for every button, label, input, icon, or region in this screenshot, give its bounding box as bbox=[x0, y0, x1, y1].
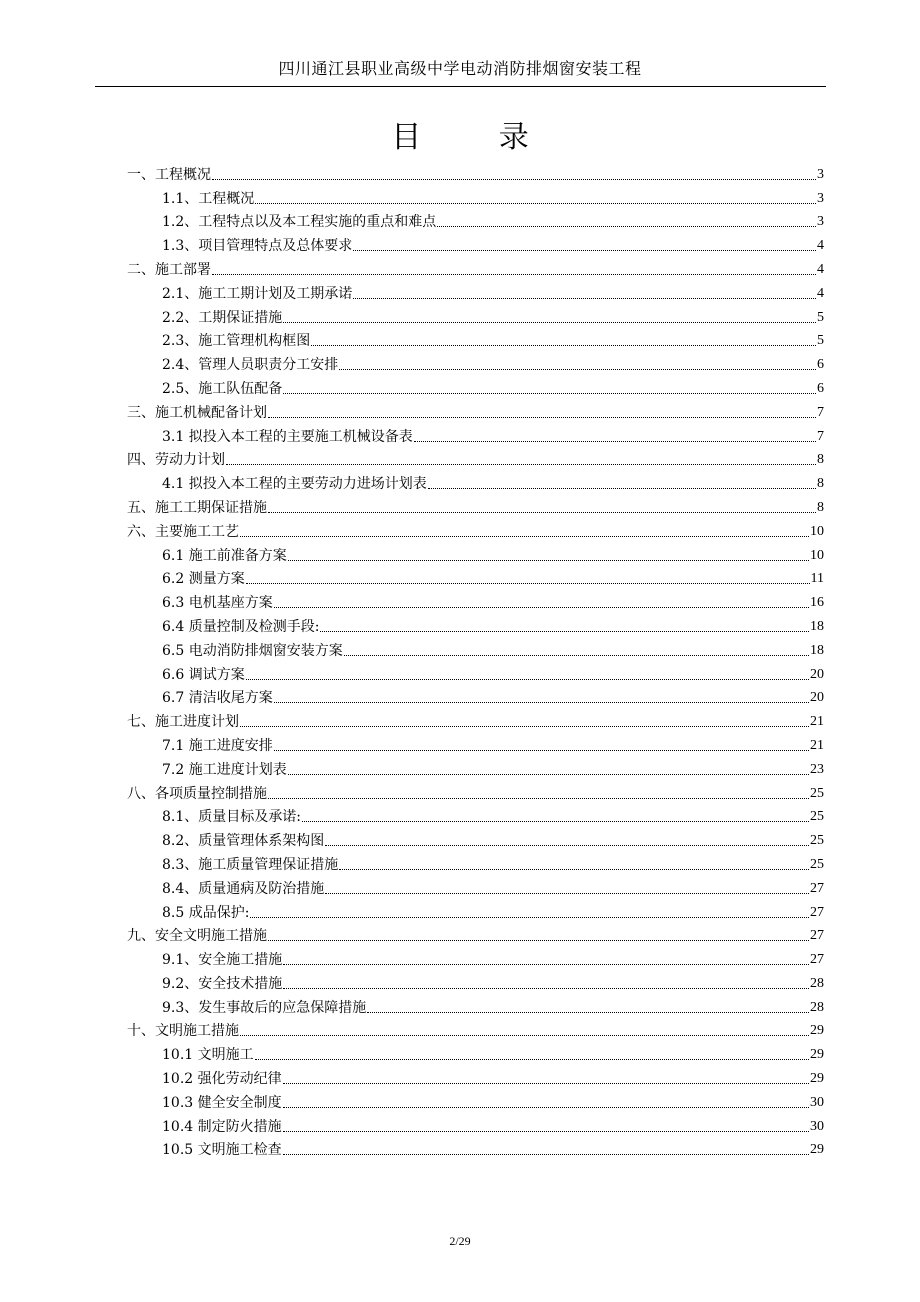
toc-entry-page: 25 bbox=[810, 809, 824, 825]
toc-subsection-entry[interactable] bbox=[127, 303, 824, 327]
toc-entry-page: 25 bbox=[810, 856, 824, 872]
toc-entry-page: 8 bbox=[817, 452, 824, 468]
toc-entry-label: 8.3、施工质量管理保证措施 bbox=[162, 856, 339, 873]
toc-subsection-entry[interactable] bbox=[127, 1040, 824, 1064]
toc-subsection-entry[interactable] bbox=[127, 374, 824, 398]
toc-entry-label: 10.3 健全安全制度 bbox=[162, 1094, 282, 1111]
toc-dot-leader bbox=[353, 250, 816, 251]
toc-subsection-entry[interactable] bbox=[127, 565, 824, 589]
toc-subsection-entry[interactable] bbox=[127, 1136, 824, 1160]
toc-entry-page: 27 bbox=[810, 880, 824, 896]
toc-entry-label: 2.3、施工管理机构框图 bbox=[162, 333, 311, 350]
toc-entry-label: 9.2、安全技术措施 bbox=[162, 975, 283, 992]
toc-entry-label: 五、施工工期保证措施 bbox=[127, 499, 267, 516]
toc-section-entry[interactable] bbox=[127, 493, 824, 517]
toc-dot-leader bbox=[302, 821, 809, 822]
toc-dot-leader bbox=[212, 179, 816, 180]
toc-dot-leader bbox=[414, 441, 816, 442]
toc-title: 目 录 bbox=[391, 120, 563, 155]
toc-dot-leader bbox=[212, 274, 816, 275]
toc-dot-leader bbox=[344, 655, 809, 656]
toc-entry-label: 九、安全文明施工措施 bbox=[127, 928, 267, 945]
toc-entry-page: 28 bbox=[810, 999, 824, 1015]
toc-dot-leader bbox=[240, 1035, 809, 1036]
toc-entry-label: 7.1 施工进度安排 bbox=[162, 737, 273, 754]
toc-entry-page: 20 bbox=[810, 690, 824, 706]
toc-entry-page: 29 bbox=[810, 1142, 824, 1158]
toc-subsection-entry[interactable] bbox=[127, 279, 824, 303]
toc-dot-leader bbox=[226, 464, 816, 465]
toc-dot-leader bbox=[437, 226, 816, 227]
toc-dot-leader bbox=[274, 750, 809, 751]
toc-section-entry[interactable] bbox=[127, 1017, 824, 1041]
toc-entry-label: 1.2、工程特点以及本工程实施的重点和难点 bbox=[162, 214, 437, 231]
toc-dot-leader bbox=[311, 345, 816, 346]
toc-entry-label: 八、各项质量控制措施 bbox=[127, 785, 267, 802]
toc-dot-leader bbox=[283, 1083, 809, 1084]
toc-subsection-entry[interactable] bbox=[127, 350, 824, 374]
toc-dot-leader bbox=[283, 1107, 809, 1108]
toc-dot-leader bbox=[283, 964, 809, 965]
toc-entry-label: 8.2、质量管理体系架构图 bbox=[162, 833, 325, 850]
toc-subsection-entry[interactable] bbox=[127, 588, 824, 612]
toc-dot-leader bbox=[288, 774, 809, 775]
toc-entry-page: 29 bbox=[810, 1023, 824, 1039]
toc-entry-page: 25 bbox=[810, 833, 824, 849]
toc-entry-label: 6.2 测量方案 bbox=[162, 571, 245, 588]
toc-entry-label: 7.2 施工进度计划表 bbox=[162, 761, 287, 778]
toc-entry-page: 10 bbox=[810, 547, 824, 563]
toc-subsection-entry[interactable] bbox=[127, 945, 824, 969]
toc-entry-page: 6 bbox=[817, 380, 824, 396]
toc-subsection-entry[interactable] bbox=[127, 731, 824, 755]
toc-entry-label: 10.2 强化劳动纪律 bbox=[162, 1071, 282, 1088]
toc-dot-leader bbox=[339, 369, 816, 370]
toc-section-entry[interactable] bbox=[127, 707, 824, 731]
toc-entry-page: 10 bbox=[810, 523, 824, 539]
toc-entry-page: 21 bbox=[810, 737, 824, 753]
toc-entry-label: 四、劳动力计划 bbox=[127, 452, 225, 469]
toc-subsection-entry[interactable] bbox=[127, 755, 824, 779]
toc-subsection-entry[interactable] bbox=[127, 469, 824, 493]
toc-entry-page: 3 bbox=[817, 214, 824, 230]
toc-dot-leader bbox=[353, 298, 816, 299]
toc-dot-leader bbox=[367, 1012, 809, 1013]
header-divider bbox=[95, 86, 826, 87]
toc-entry-label: 二、施工部署 bbox=[127, 261, 211, 278]
toc-subsection-entry[interactable] bbox=[127, 803, 824, 827]
toc-entry-label: 9.1、安全施工措施 bbox=[162, 952, 283, 969]
toc-entry-label: 8.4、质量通病及防治措施 bbox=[162, 880, 325, 897]
toc-section-entry[interactable] bbox=[127, 446, 824, 470]
toc-dot-leader bbox=[283, 393, 816, 394]
toc-entry-label: 1.1、工程概况 bbox=[162, 190, 255, 207]
toc-subsection-entry[interactable] bbox=[127, 422, 824, 446]
toc-entry-page: 6 bbox=[817, 357, 824, 373]
toc-section-entry[interactable] bbox=[127, 779, 824, 803]
toc-subsection-entry[interactable] bbox=[127, 541, 824, 565]
toc-section-entry[interactable] bbox=[127, 398, 824, 422]
toc-section-entry[interactable] bbox=[127, 255, 824, 279]
toc-dot-leader bbox=[283, 1131, 809, 1132]
toc-entry-label: 6.7 清洁收尾方案 bbox=[162, 690, 273, 707]
toc-dot-leader bbox=[255, 203, 816, 204]
toc-dot-leader bbox=[246, 583, 810, 584]
toc-dot-leader bbox=[268, 512, 816, 513]
toc-entry-label: 3.1 拟投入本工程的主要施工机械设备表 bbox=[162, 428, 413, 445]
toc-dot-leader bbox=[274, 607, 809, 608]
toc-entry-page: 18 bbox=[810, 618, 824, 634]
toc-entry-label: 6.6 调试方案 bbox=[162, 666, 245, 683]
toc-entry-page: 4 bbox=[817, 285, 824, 301]
toc-entry-label: 6.1 施工前准备方案 bbox=[162, 547, 287, 564]
toc-entry-page: 29 bbox=[810, 1047, 824, 1063]
toc-entry-page: 29 bbox=[810, 1071, 824, 1087]
toc-dot-leader bbox=[283, 322, 816, 323]
toc-section-entry[interactable] bbox=[127, 517, 824, 541]
toc-entry-label: 十、文明施工措施 bbox=[127, 1023, 239, 1040]
toc-entry-label: 10.4 制定防火措施 bbox=[162, 1118, 282, 1135]
toc-subsection-entry[interactable] bbox=[127, 850, 824, 874]
toc-entry-page: 4 bbox=[817, 261, 824, 277]
toc-dot-leader bbox=[325, 893, 809, 894]
toc-entry-label: 10.1 文明施工 bbox=[162, 1047, 254, 1064]
toc-entry-label: 三、施工机械配备计划 bbox=[127, 404, 267, 421]
toc-subsection-entry[interactable] bbox=[127, 327, 824, 351]
toc-entry-page: 18 bbox=[810, 642, 824, 658]
toc-entry-label: 2.4、管理人员职责分工安排 bbox=[162, 357, 339, 374]
toc-entry-label: 10.5 文明施工检查 bbox=[162, 1142, 282, 1159]
toc-entry-page: 28 bbox=[810, 975, 824, 991]
toc-entry-page: 27 bbox=[810, 928, 824, 944]
toc-subsection-entry[interactable] bbox=[127, 969, 824, 993]
toc-subsection-entry[interactable] bbox=[127, 208, 824, 232]
toc-entry-page: 25 bbox=[810, 785, 824, 801]
page-number: 2/29 bbox=[449, 1234, 471, 1248]
toc-dot-leader bbox=[255, 1059, 809, 1060]
toc-entry-page: 4 bbox=[817, 238, 824, 254]
toc-entry-label: 6.4 质量控制及检测手段: bbox=[162, 618, 320, 635]
toc-entry-page: 20 bbox=[810, 666, 824, 682]
toc-section-entry[interactable] bbox=[127, 922, 824, 946]
table-of-contents bbox=[127, 160, 824, 1159]
toc-entry-page: 27 bbox=[810, 904, 824, 920]
toc-subsection-entry[interactable] bbox=[127, 1112, 824, 1136]
toc-dot-leader bbox=[268, 417, 816, 418]
toc-entry-label: 6.3 电机基座方案 bbox=[162, 595, 273, 612]
toc-entry-label: 8.1、质量目标及承诺: bbox=[162, 809, 301, 826]
toc-dot-leader bbox=[246, 679, 809, 680]
toc-entry-page: 7 bbox=[817, 428, 824, 444]
toc-entry-page: 21 bbox=[810, 714, 824, 730]
toc-entry-page: 5 bbox=[817, 309, 824, 325]
toc-entry-page: 7 bbox=[817, 404, 824, 420]
toc-subsection-entry[interactable] bbox=[127, 874, 824, 898]
toc-entry-page: 30 bbox=[810, 1118, 824, 1134]
toc-dot-leader bbox=[288, 560, 809, 561]
toc-subsection-entry[interactable] bbox=[127, 636, 824, 660]
toc-entry-page: 30 bbox=[810, 1094, 824, 1110]
toc-section-entry[interactable] bbox=[127, 160, 824, 184]
toc-subsection-entry[interactable] bbox=[127, 1088, 824, 1112]
toc-entry-label: 2.1、施工工期计划及工期承诺 bbox=[162, 285, 353, 302]
toc-dot-leader bbox=[339, 869, 809, 870]
toc-dot-leader bbox=[268, 798, 809, 799]
toc-subsection-entry[interactable] bbox=[127, 184, 824, 208]
toc-entry-label: 2.5、施工队伍配备 bbox=[162, 380, 283, 397]
toc-subsection-entry[interactable] bbox=[127, 231, 824, 255]
toc-subsection-entry[interactable] bbox=[127, 826, 824, 850]
toc-dot-leader bbox=[283, 1154, 809, 1155]
toc-dot-leader bbox=[250, 917, 809, 918]
toc-dot-leader bbox=[325, 845, 809, 846]
toc-subsection-entry[interactable] bbox=[127, 612, 824, 636]
toc-entry-page: 27 bbox=[810, 952, 824, 968]
toc-entry-page: 16 bbox=[810, 595, 824, 611]
toc-subsection-entry[interactable] bbox=[127, 1064, 824, 1088]
toc-entry-label: 六、主要施工工艺 bbox=[127, 523, 239, 540]
toc-entry-label: 七、施工进度计划 bbox=[127, 714, 239, 731]
toc-entry-label: 4.1 拟投入本工程的主要劳动力进场计划表 bbox=[162, 476, 427, 493]
toc-entry-page: 23 bbox=[810, 761, 824, 777]
toc-entry-page: 8 bbox=[817, 476, 824, 492]
toc-entry-label: 8.5 成品保护: bbox=[162, 904, 250, 921]
toc-entry-label: 9.3、发生事故后的应急保障措施 bbox=[162, 999, 367, 1016]
toc-dot-leader bbox=[274, 702, 809, 703]
toc-dot-leader bbox=[428, 488, 816, 489]
toc-entry-page: 5 bbox=[817, 333, 824, 349]
toc-subsection-entry[interactable] bbox=[127, 898, 824, 922]
toc-dot-leader bbox=[268, 940, 809, 941]
toc-subsection-entry[interactable] bbox=[127, 993, 824, 1017]
toc-dot-leader bbox=[283, 988, 809, 989]
toc-entry-label: 6.5 电动消防排烟窗安装方案 bbox=[162, 642, 343, 659]
toc-entry-label: 2.2、工期保证措施 bbox=[162, 309, 283, 326]
toc-entry-label: 1.3、项目管理特点及总体要求 bbox=[162, 238, 353, 255]
toc-entry-page: 11 bbox=[810, 571, 824, 587]
toc-entry-page: 3 bbox=[817, 190, 824, 206]
toc-entry-label: 一、工程概况 bbox=[127, 166, 211, 183]
toc-entry-page: 8 bbox=[817, 499, 824, 515]
toc-dot-leader bbox=[320, 631, 809, 632]
toc-subsection-entry[interactable] bbox=[127, 684, 824, 708]
toc-dot-leader bbox=[240, 726, 809, 727]
page-header-title: 四川通江县职业高级中学电动消防排烟窗安装工程 bbox=[278, 59, 642, 78]
toc-entry-page: 3 bbox=[817, 166, 824, 182]
toc-dot-leader bbox=[240, 536, 809, 537]
toc-subsection-entry[interactable] bbox=[127, 660, 824, 684]
